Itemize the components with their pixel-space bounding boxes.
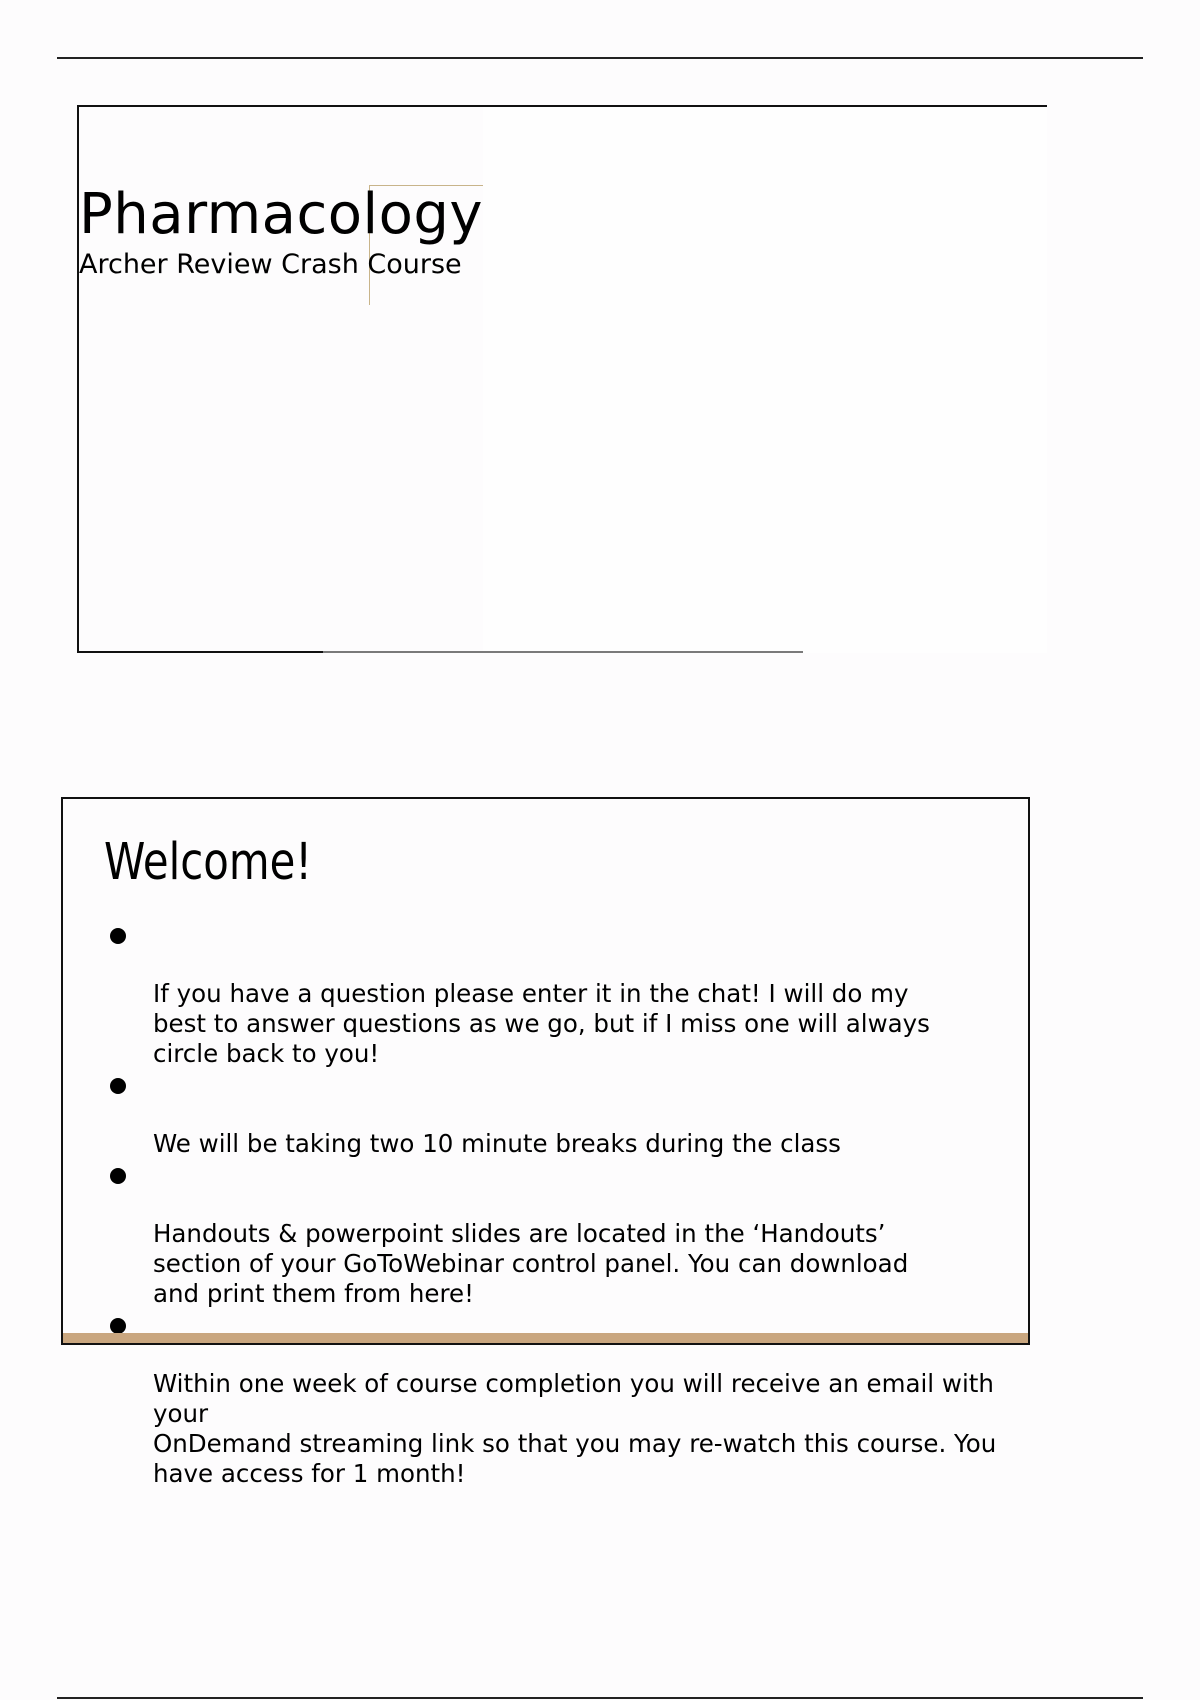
bullet-list	[104, 919, 1030, 1489]
slide-background-panel	[483, 107, 1047, 653]
page-bottom-rule	[57, 1697, 1143, 1699]
bullet-text: Handouts & powerpoint slides are located in the ‘Handouts’ section of your GoToWebinar control panel. You can download and print them from here!	[153, 1219, 909, 1308]
slide-bottom-accent	[323, 651, 803, 653]
bullet-dot-icon	[110, 1168, 126, 1184]
bullet-dot-icon	[110, 928, 126, 944]
bullet-dot-icon	[110, 1078, 126, 1094]
bullet-text: We will be taking two 10 minute breaks during the class	[153, 1129, 841, 1158]
bullet-item	[104, 1159, 1030, 1309]
title-slide	[77, 105, 1047, 653]
bullet-item	[104, 1069, 1030, 1159]
page-top-rule	[57, 57, 1143, 59]
bullet-dot-icon	[110, 1318, 126, 1334]
slide-subtitle: Archer Review Crash Course	[79, 249, 462, 280]
bullet-text: If you have a question please enter it in the chat! I will do my best to answer questions as we go, but if I miss one will always circle back to you!	[153, 979, 930, 1068]
welcome-slide	[61, 797, 1030, 1488]
slide-heading: Welcome!	[104, 833, 313, 892]
bullet-text: Within one week of course completion you will receive an email with your OnDemand streaming link so that you may re-watch this course. You have access for 1 month!	[153, 1369, 997, 1488]
bullet-item	[104, 919, 1030, 1069]
slide-title: Pharmacology	[79, 182, 484, 247]
slide-accent-bar	[63, 1333, 1028, 1343]
